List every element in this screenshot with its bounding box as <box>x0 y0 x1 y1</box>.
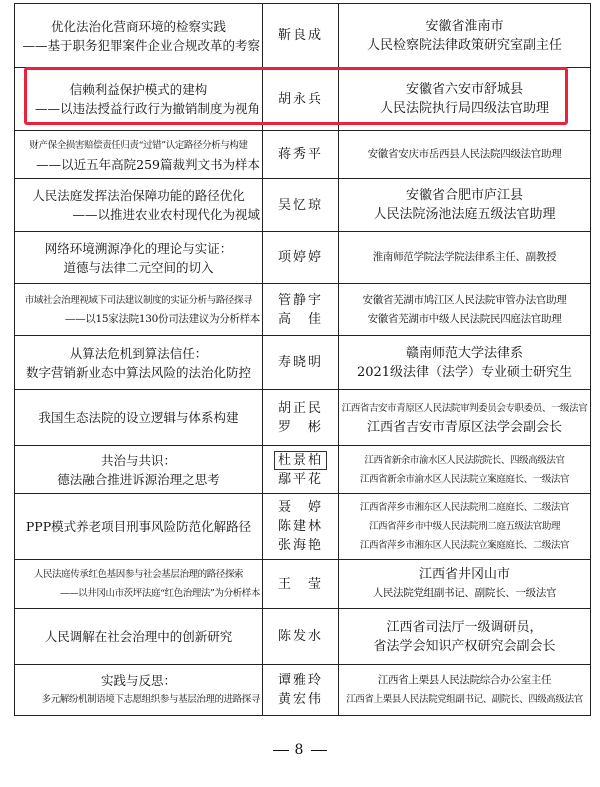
affiliation-line: 江西省新余市渝水区人民法院立案庭庭长、一级法官 <box>359 473 570 485</box>
paper-title: 优化法治化营商环境的检察实践 <box>50 18 226 34</box>
affiliation-line: 淮南师范学院法学院法律系主任、副教授 <box>372 251 557 263</box>
highlight-box <box>24 67 568 125</box>
author-name: 谭雅玲 <box>277 673 323 688</box>
paper-subtitle: ——以15家法院130份司法建议为分析样本 <box>64 312 260 325</box>
author-name: 陈发水 <box>277 629 323 644</box>
affiliation-line: 江西省新余市渝水区人民法院院长、四级高级法官 <box>364 454 565 466</box>
paper-title-cell <box>15 560 263 609</box>
author-cell <box>263 131 339 179</box>
paper-title: 网络环境溯源净化的理论与实证： <box>44 240 233 256</box>
affiliation-cell <box>339 665 591 716</box>
author-name: 高 佳 <box>277 311 323 327</box>
author-cell <box>263 284 339 336</box>
affiliation-line: 江西省萍乡市湘东区人民法院立案庭庭长、二级法官 <box>359 540 570 551</box>
author-name: 胡永兵 <box>277 91 323 107</box>
table-row <box>15 232 591 284</box>
affiliation-cell <box>339 609 591 665</box>
author-cell <box>263 609 339 665</box>
paper-title: 我国生态法院的设立逻辑与体系构建 <box>38 410 239 425</box>
author-name: 靳良成 <box>277 28 323 43</box>
author-name: 聂 婷 <box>277 500 323 515</box>
paper-subtitle: 数字营销新业态中算法风险的法治化防控 <box>25 364 251 380</box>
table-row <box>15 179 591 232</box>
paper-title-cell <box>15 179 263 232</box>
paper-title: PPP模式养老项目刑事风险防范化解路径 <box>25 519 252 534</box>
affiliation-cell <box>339 560 591 609</box>
paper-title: 市域社会治理视域下司法建议制度的实证分析与路径探寻 <box>24 294 253 306</box>
affiliation-line: 2021级法律（法学）专业硕士研究生 <box>356 364 573 380</box>
affiliation-cell <box>339 131 591 179</box>
author-cell <box>263 336 339 390</box>
affiliation-line: 安徽省淮南市 <box>425 18 504 34</box>
paper-subtitle: ——以近五年高院259篇裁判文书为样本 <box>36 156 260 172</box>
table-row <box>15 284 591 336</box>
affiliation-line: 安徽省合肥市庐江县 <box>405 188 523 203</box>
author-cell <box>263 446 339 494</box>
affiliation-cell <box>339 284 591 336</box>
paper-title-cell <box>15 494 263 560</box>
affiliation-line: 江西省吉安市青原区人民法院审判委员会专职委员、一级法官 <box>341 402 588 414</box>
affiliation-line: 省法学会知识产权研究会副会长 <box>373 638 556 654</box>
paper-title: 人民调解在社会治理中的创新研究 <box>44 629 233 644</box>
author-name: 吴忆琼 <box>277 197 323 213</box>
paper-subtitle: ——以违法授益行政行为撤销制度为视角 <box>34 101 260 116</box>
table-row <box>15 390 591 446</box>
affiliation-cell <box>339 446 591 494</box>
author-name: 罗 彬 <box>277 419 323 435</box>
paper-title-cell <box>15 284 263 336</box>
author-name: 黄宏伟 <box>277 692 323 707</box>
paper-subtitle: ——以井冈山市茨坪法庭“红色治理法”为分析样本 <box>59 588 260 599</box>
paper-title-cell <box>15 232 263 284</box>
affiliation-line: 安徽省安庆市岳西县人民法院四级法官助理 <box>367 148 562 160</box>
page-number: 8 <box>0 742 600 758</box>
affiliation-line: 人民检察院法律政策研究室副主任 <box>366 37 562 53</box>
author-cell <box>263 4 339 68</box>
table-row <box>15 665 591 716</box>
table-row <box>15 609 591 665</box>
table-row <box>15 4 591 68</box>
affiliation-line: 赣南师范大学法律系 <box>405 345 523 361</box>
affiliation-cell <box>339 232 591 284</box>
paper-subtitle: ——基于职务犯罪案件企业合规改革的考察 <box>22 37 260 53</box>
paper-title: 共治与共识： <box>100 452 176 468</box>
affiliation-line: 江西省上栗县人民法院综合办公室主任 <box>377 674 552 686</box>
author-cell <box>263 494 339 560</box>
affiliation-line: 安徽省芜湖市中级人民法院民四庭法官助理 <box>367 312 562 325</box>
paper-title: 人民法庭发挥法治保障功能的路径优化 <box>32 188 245 203</box>
author-cell <box>263 390 339 446</box>
paper-subtitle: ——以推进农业农村现代化为视域 <box>72 207 260 222</box>
paper-title-cell <box>15 609 263 665</box>
affiliation-cell <box>339 494 591 560</box>
paper-title: 从算法危机到算法信任： <box>69 345 208 361</box>
author-name: 管静宇 <box>277 292 323 308</box>
affiliation-line: 江西省萍乡市湘东区人民法院刑二庭庭长、二级法官 <box>359 502 570 513</box>
author-name: 蒋秀平 <box>277 147 323 162</box>
author-name: 陈建林 <box>277 519 323 534</box>
affiliation-line: 安徽省芜湖市鸠江区人民法院审管办法官助理 <box>362 293 567 306</box>
author-name: 胡正民 <box>277 400 323 416</box>
affiliation-line: 人民法院党组副书记、副院长、一级法官 <box>372 587 557 599</box>
paper-subtitle: 多元解纷机制语境下志愿组织参与基层治理的进路探寻 <box>41 694 260 705</box>
paper-title: 实践与反思： <box>100 673 176 688</box>
author-cell <box>263 560 339 609</box>
affiliation-line: 江西省吉安市青原区法学会副会长 <box>366 419 562 435</box>
paper-title-cell <box>15 336 263 390</box>
table-row <box>15 131 591 179</box>
affiliation-line: 人民法院执行局四级法官助理 <box>379 101 549 116</box>
affiliation-line: 人民法院汤池法庭五级法官助理 <box>373 207 556 222</box>
affiliation-line: 安徽省六安市舒城县 <box>405 82 523 97</box>
paper-title: 信赖利益保护模式的建构 <box>69 82 208 97</box>
affiliation-cell <box>339 336 591 390</box>
affiliation-cell <box>339 390 591 446</box>
paper-title: 人民法庭传承红色基因参与社会基层治理的路径探索 <box>33 569 244 580</box>
paper-subtitle: 道德与法律二元空间的切入 <box>63 259 214 275</box>
paper-title: 财产保全损害赔偿责任归责“过错”认定路径分析与构建 <box>29 139 248 151</box>
affiliation-line: 江西省司法厅一级调研员， <box>386 619 543 635</box>
author-name: 张海艳 <box>277 538 323 553</box>
author-name: 寿晓明 <box>277 355 323 370</box>
paper-title-cell <box>15 390 263 446</box>
affiliation-line: 江西省井冈山市 <box>418 567 510 582</box>
paper-title-cell <box>15 131 263 179</box>
affiliation-line: 江西省上栗县人民法院党组副书记、副院长、四级高级法官 <box>346 694 583 705</box>
affiliation-cell <box>339 4 591 68</box>
author-cell <box>263 179 339 232</box>
author-name: 项婷婷 <box>277 250 323 265</box>
table-row <box>15 560 591 609</box>
paper-title-cell <box>15 4 263 68</box>
table-row <box>15 446 591 494</box>
affiliation-line: 江西省萍乡市中级人民法院刑二庭五级法官助理 <box>368 521 561 532</box>
paper-title-cell <box>15 446 263 494</box>
paper-title-cell <box>15 665 263 716</box>
affiliation-cell <box>339 179 591 232</box>
author-name: 王 莹 <box>277 576 323 592</box>
paper-subtitle: 德法融合推进诉源治理之思考 <box>57 471 220 487</box>
author-cell <box>263 665 339 716</box>
author-name: 鄢平花 <box>277 471 323 487</box>
table-row <box>15 494 591 560</box>
author-name: 杜景柏 <box>274 451 327 470</box>
author-cell <box>263 232 339 284</box>
table-row <box>15 336 591 390</box>
